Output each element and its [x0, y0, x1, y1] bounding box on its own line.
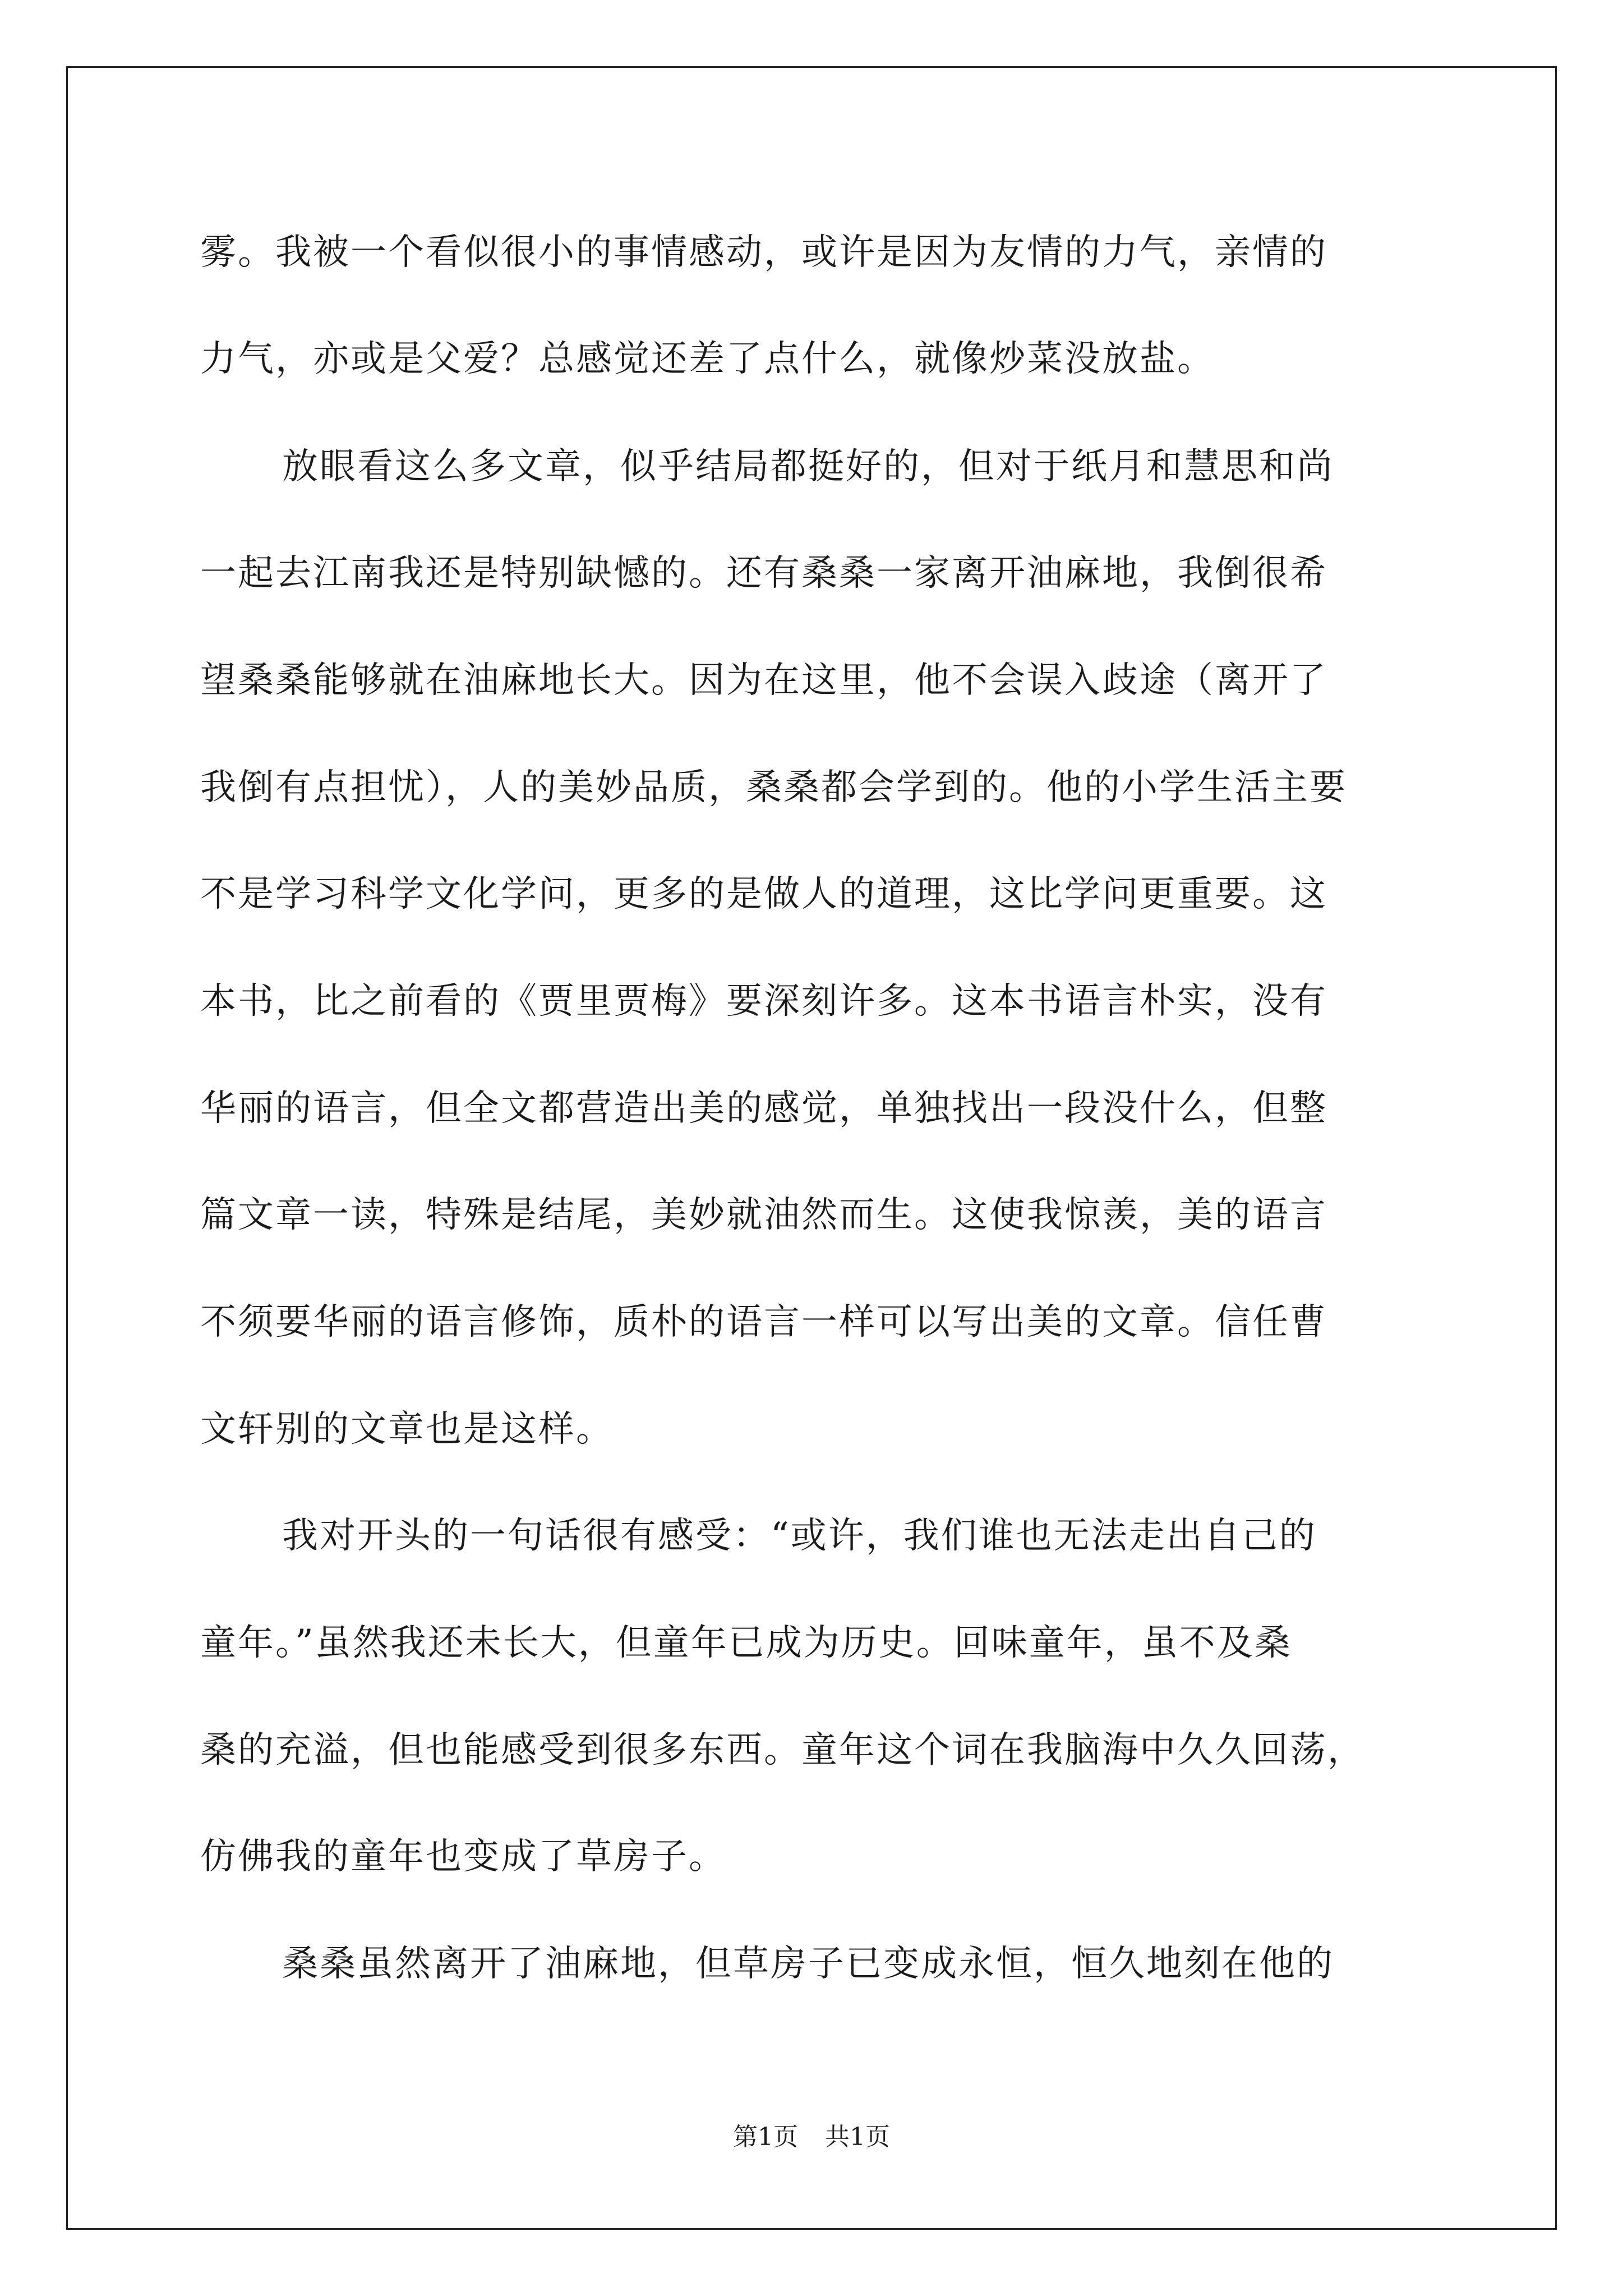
text-line: 仿佛我的童年也变成了草房子。 [200, 1836, 726, 1878]
text-line: 望桑桑能够就在油麻地长大。因为在这里，他不会误入歧途（离开了 [200, 660, 1327, 701]
text-line: 华丽的语言，但全文都营造出美的感觉，单独找出一段没什么，但整 [200, 1088, 1327, 1129]
text-line: 文轩别的文章也是这样。 [200, 1409, 614, 1450]
text-line: 一起去江南我还是特别缺憾的。还有桑桑一家离开油麻地，我倒很希 [200, 553, 1327, 594]
text-line: 不须要华丽的语言修饰，质朴的语言一样可以写出美的文章。信任曹 [200, 1301, 1327, 1343]
page-footer [0, 2120, 1623, 2154]
text-line: 本书，比之前看的《贾里贾梅》要深刻许多。这本书语言朴实，没有 [200, 981, 1327, 1022]
text-line: 力气，亦或是父爱？总感觉还差了点什么，就像炒菜没放盐。 [200, 338, 1215, 380]
text-line: 我倒有点担忧），人的美妙品质，桑桑都会学到的。他的小学生活主要 [200, 767, 1347, 808]
paragraph-start-line: 放眼看这么多文章，似乎结局都挺好的，但对于纸月和慧思和尚 [282, 446, 1334, 487]
text-line: 雾。我被一个看似很小的事情感动，或许是因为友情的力气，亲情的 [200, 232, 1327, 273]
paragraph-start-line: 我对开头的一句话很有感受：“或许，我们谁也无法走出自己的 [282, 1515, 1317, 1557]
text-line: 童年。”虽然我还未长大，但童年已成为历史。回味童年，虽不及桑 [200, 1622, 1292, 1664]
page-frame [66, 66, 1557, 2230]
page-total: 共1页 [825, 2123, 890, 2151]
paragraph-start-line: 桑桑虽然离开了油麻地，但草房子已变成永恒，恒久地刻在他的 [282, 1943, 1334, 1985]
text-line: 不是学习科学文化学问，更多的是做人的道理，这比学问更重要。这 [200, 873, 1327, 915]
text-line: 篇文章一读，特殊是结尾，美妙就油然而生。这使我惊羡，美的语言 [200, 1194, 1327, 1236]
text-line: 桑的充溢，但也能感受到很多东西。童年这个词在我脑海中久久回荡， [200, 1729, 1365, 1771]
page-number: 第1页 [733, 2123, 798, 2151]
